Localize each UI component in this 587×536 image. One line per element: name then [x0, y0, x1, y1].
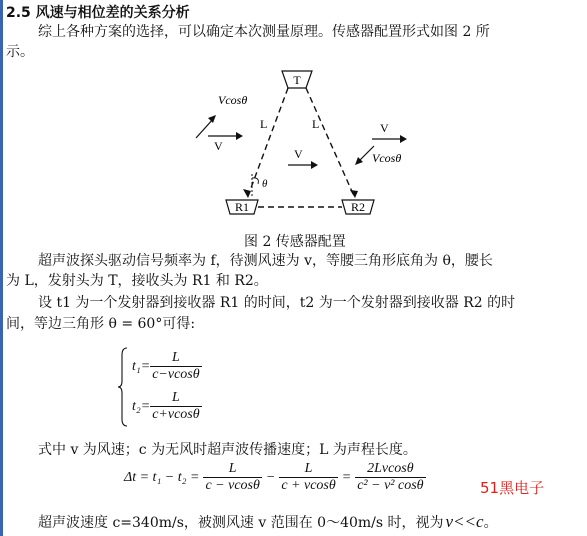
vcos-right-label: Vcosθ	[372, 151, 402, 165]
watermark: 51黑电子	[480, 479, 545, 497]
delta-minus: −	[265, 469, 276, 485]
v-right-arrowhead	[400, 135, 407, 143]
vcos-left-arrowhead	[208, 115, 216, 123]
t1-lhs: t₁=	[132, 358, 151, 374]
delta-fraction-3	[355, 461, 425, 494]
delta-equation	[124, 461, 426, 494]
delta-fraction-1	[203, 461, 261, 494]
transmitter-label: T	[293, 73, 301, 87]
t2-numerator: L	[172, 390, 180, 405]
t2-fraction	[150, 390, 201, 423]
delta-equals: =	[341, 469, 352, 485]
t2-lhs: t₂=	[132, 398, 151, 414]
delta-fraction-2	[279, 461, 337, 494]
left-side	[248, 88, 288, 196]
side-right-label: L	[312, 117, 320, 131]
right-side-arrowhead	[350, 190, 358, 198]
angle-label: θ	[262, 178, 268, 190]
right-side	[306, 88, 354, 196]
delta-f1-denominator: c − vcosθ	[205, 478, 260, 493]
intro-line-1: 综上各种方案的选择，可以确定本次测量原理。传感器配置形式如图 2 所	[38, 24, 490, 40]
para2-line-2: 为 L，发射头为 T，接收头为 R1 和 R2。	[6, 273, 268, 289]
v-right-label: V	[380, 121, 389, 135]
system-brace	[118, 347, 128, 427]
receiver1-label: R1	[234, 200, 250, 214]
para3-line-1: 设 t1 为一个发射器到接收器 R1 的时间，t2 为一个发射器到接收器 R2 的时	[38, 295, 516, 311]
v-left-label: V	[214, 139, 223, 153]
t1-numerator: L	[172, 350, 180, 365]
delta-f1-numerator: L	[228, 461, 237, 476]
sensor-diagram	[170, 66, 430, 226]
wind-center-arrowhead	[311, 161, 318, 169]
delta-lhs: Δt = t₁ − t₂ =	[124, 469, 200, 485]
vcos-left-label: Vcosθ	[218, 93, 248, 107]
para4: 式中 v 为风速；c 为无风时超声波传播速度；L 为声程长度。	[38, 442, 417, 458]
para5-math: v<<c	[445, 512, 484, 531]
equation-t2	[132, 390, 202, 423]
t1-denominator: c−vcosθ	[152, 367, 200, 382]
t2-denominator: c+vcosθ	[152, 407, 200, 422]
side-left-label: L	[260, 117, 268, 131]
section-heading: 2.5 风速与相位差的关系分析	[6, 5, 190, 21]
para5-end: 。	[483, 515, 498, 531]
para3-line-2: 间，等边三角形 θ = 60°可得:	[6, 316, 196, 332]
delta-f2-numerator: L	[304, 461, 313, 476]
equation-t1	[132, 350, 202, 383]
para2-line-1: 超声波探头驱动信号频率为 f，待测风速为 v，等腰三角形底角为 θ，腰长	[38, 253, 493, 269]
v-left-arrowhead	[236, 132, 243, 140]
intro-line-2: 示。	[6, 44, 34, 60]
delta-f2-denominator: c + vcosθ	[281, 478, 336, 493]
para5-text: 超声波速度 c=340m/s，被测风速 v 范围在 0～40m/s 时，视为	[38, 515, 444, 531]
wind-center-label: V	[294, 147, 303, 161]
left-side-arrowhead	[243, 189, 251, 198]
figure-caption: 图 2 传感器配置	[244, 234, 346, 250]
delta-f3-numerator: 2Lvcosθ	[367, 461, 414, 476]
delta-f3-denominator: c² − v² cosθ	[357, 478, 424, 493]
edge-rule	[0, 0, 3, 536]
para5	[38, 512, 498, 533]
receiver2-label: R2	[350, 200, 366, 214]
t1-fraction	[150, 350, 201, 383]
